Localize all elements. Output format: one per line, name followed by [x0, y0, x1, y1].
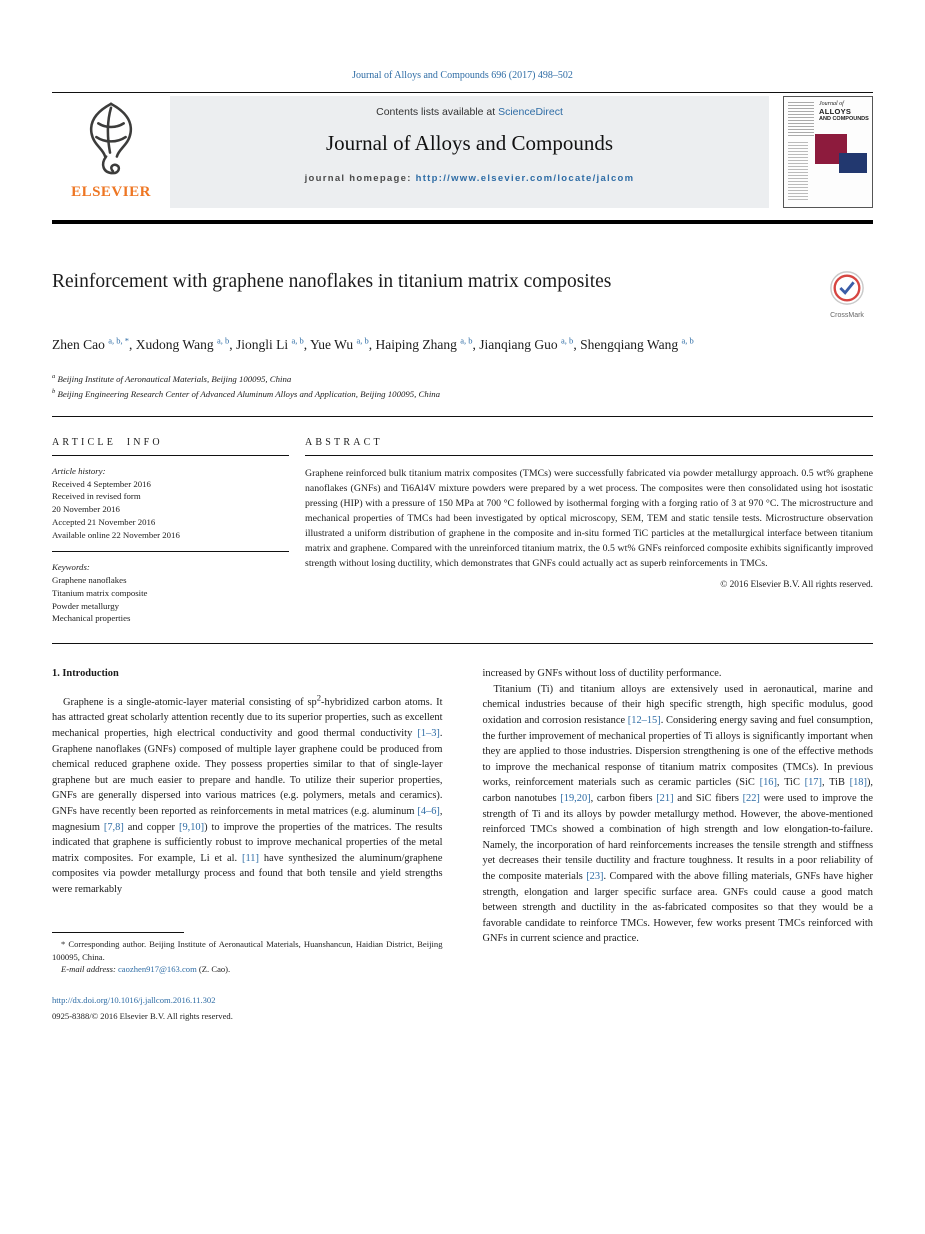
author-affiliation-sup[interactable]: a, b	[561, 335, 574, 346]
article-info-heading: ARTICLE INFO	[52, 437, 289, 456]
keyword: Powder metallurgy	[52, 600, 120, 611]
author-affiliation-sup[interactable]: a, b	[216, 335, 230, 346]
text-segment: , carbon fibers	[590, 792, 657, 804]
divider	[52, 643, 873, 644]
contents-prefix: Contents lists available at	[376, 106, 499, 118]
article-title: Reinforcement with graphene nanoflakes in titanium matrix composites	[52, 271, 612, 292]
article-history	[52, 465, 289, 542]
author	[310, 337, 369, 352]
intro-paragraph	[52, 692, 443, 898]
affiliation-sup: a	[52, 373, 56, 380]
email-line	[52, 963, 443, 976]
citation-link[interactable]: [4–6]	[417, 805, 440, 817]
text-segment: -hybridized carbon atoms. It has attracted great scholarly attention recently due to its superior properties, such as excellent mechanical properties, high electrical conductivity and good thermal conductivity	[52, 696, 443, 739]
text-segment: . Graphene nanoflakes (GNFs) composed of multiple layer graphene could be produced from chemical reduced graphene oxide. They possess properties similar to that of single-layer graphene but are much easier to prepare and handle. To utilize their superior properties, GNFs are generally dispersed into various matrices (e.g. polymers, metals and ceramics). GNFs have recently been reported as reinforcements in metal matrices (e.g. aluminum	[52, 727, 443, 817]
author	[136, 337, 229, 352]
affiliation	[52, 372, 873, 387]
text-segment: ), carbon nanotubes	[482, 777, 874, 804]
citation-link[interactable]: [19,20]	[560, 792, 591, 804]
cover-text-lines-decor	[788, 142, 808, 200]
author-name: Jianqiang Guo	[479, 337, 562, 352]
footnote-block	[52, 932, 443, 977]
author-name: Haiping Zhang	[375, 337, 461, 352]
text-segment: , TiC	[776, 777, 805, 789]
citation-link[interactable]: [11]	[241, 852, 259, 864]
issn-copyright-line: 0925-8388/© 2016 Elsevier B.V. All rights reserved.	[52, 1011, 233, 1022]
homepage-line	[178, 173, 761, 184]
author-affiliation-sup[interactable]: a, b, *	[108, 335, 130, 346]
author	[52, 337, 129, 352]
history-line: Received in revised form	[52, 491, 141, 502]
meta-section	[52, 417, 873, 625]
elsevier-wordmark: ELSEVIER	[71, 184, 151, 200]
author-name: Shengqiang Wang	[580, 337, 682, 352]
author	[479, 337, 573, 352]
continuation-paragraph: increased by GNFs without loss of ductility performance.	[482, 668, 722, 680]
author	[376, 337, 473, 352]
crossmark-icon	[829, 293, 865, 310]
divider	[52, 92, 873, 93]
cover-title-line: ALLOYS	[819, 107, 852, 116]
citation-link[interactable]: [18]	[849, 777, 867, 789]
doi-link[interactable]: http://dx.doi.org/10.1016/j.jallcom.2016.11.302	[52, 995, 216, 1006]
crossmark-badge[interactable]	[821, 270, 873, 319]
footnote-divider	[52, 932, 184, 933]
cover-title	[819, 101, 869, 122]
footer-block	[52, 994, 443, 1023]
citation-link[interactable]: [23]	[586, 871, 604, 882]
masthead	[52, 96, 873, 208]
body-columns	[52, 666, 873, 1023]
title-row	[52, 268, 873, 319]
citation-link[interactable]: [1–3]	[417, 727, 440, 739]
author-name: Xudong Wang	[135, 337, 217, 352]
homepage-label: journal homepage:	[304, 173, 416, 184]
email-suffix: (Z. Cao).	[196, 964, 231, 975]
affiliation-text: Beijing Engineering Research Center of Advanced Aluminum Alloys and Application, Beijing 100095, China	[57, 388, 441, 399]
author-affiliation-sup[interactable]: a, b	[681, 335, 694, 346]
author-name: Jiongli Li	[235, 337, 292, 352]
text-segment: . Considering energy saving and fuel consumption, the further improvement of mechanical properties of Ti alloys is significantly important when they are applied to those industries. Dispersion strengthening is one of the effective methods to improve the mechanical response of titanium matrix composites (TMCs). In previous works, reinforcement materials such as ceramic particles (SiC	[482, 714, 873, 789]
sciencedirect-link[interactable]: ScienceDirect	[498, 106, 563, 118]
text-segment: Graphene is a single-atomic-layer material consisting of sp	[63, 696, 317, 708]
elsevier-logo	[52, 96, 170, 208]
keywords-label: Keywords:	[52, 562, 90, 573]
corresponding-author-note: * Corresponding author. Beijing Institute of Aeronautical Materials, Huanshancun, Haidian District, Beijing 100095, China.	[52, 938, 443, 962]
author-affiliation-sup[interactable]: a, b	[460, 335, 473, 346]
text-segment: were used to improve the strength of Ti and its alloys by powder metallurgy method. However, the above-mentioned reinforced TMCs showed a combination of high strength and low elongation-to-failure. Namely, the incorporation of hard reinforcements increases the tensile strength and stiffness yet decreases their tensile ductility and fracture toughness. It results in a poor reliability of the composite materials	[482, 792, 873, 882]
citation-link[interactable]: [9,10]	[178, 821, 205, 833]
author	[580, 337, 694, 352]
body-right-column	[483, 666, 874, 1023]
affiliations	[52, 372, 873, 402]
citation-link[interactable]: [17]	[804, 777, 822, 789]
crossmark-label: CrossMark	[830, 312, 864, 319]
section-heading: 1. Introduction	[52, 668, 119, 680]
elsevier-tree-icon	[75, 98, 147, 183]
abstract-copyright: © 2016 Elsevier B.V. All rights reserved.	[720, 580, 873, 591]
abstract-heading: ABSTRACT	[305, 437, 873, 456]
history-line: Received 4 September 2016	[52, 478, 151, 489]
journal-banner	[170, 96, 769, 208]
body-left-column	[52, 666, 443, 1023]
citation-link[interactable]: [22]	[742, 792, 760, 804]
text-segment: Titanium (Ti) and titanium alloys are extensively used in aeronautical, marine and chemical industries because of their high specific strength, high specific modulus, good oxidation and corrosion resistance	[482, 683, 873, 726]
text-segment: have synthesized the aluminum/graphene composites via powder metallurgy process and found that both tensile and yield strengths were remarkably	[52, 852, 443, 895]
author-name: Zhen Cao	[52, 337, 109, 352]
citation-link[interactable]: [16]	[759, 777, 777, 789]
author-affiliation-sup[interactable]: a, b	[356, 335, 369, 346]
text-segment: and SiC fibers	[673, 792, 743, 804]
text-segment: , TiB	[821, 777, 850, 789]
contents-line	[178, 106, 761, 118]
history-line: Accepted 21 November 2016	[52, 516, 156, 527]
journal-cover-thumbnail	[783, 96, 873, 208]
author-name: Yue Wu	[310, 337, 357, 352]
history-line: 20 November 2016	[52, 504, 120, 515]
masthead-bottom-bar	[52, 220, 873, 224]
text-segment: . Compared with the above filling materials, GNFs have higher strength, elongation and larger specific surface area. GNFs could cause a good match between strength and ductility in the as-fabricated composites so that they would be a favorable candidate to reinforce TMCs. However, few works present TMCs reinforced with GNFs in current science and practice.	[482, 871, 873, 945]
cover-text-lines-decor	[788, 102, 814, 136]
author-affiliation-sup[interactable]: a, b	[291, 335, 304, 346]
cover-title-line: AND COMPOUNDS	[819, 116, 869, 122]
text-segment: 2	[316, 692, 322, 703]
titanium-paragraph	[483, 682, 874, 947]
history-line: Available online 22 November 2016	[52, 529, 180, 540]
text-segment: ) to improve the properties of the matrices. The results indicated that graphene is sufficiently robust to improve mechanical properties of the metal matrix composites. For example, Li et al.	[52, 821, 443, 864]
cover-navy-block	[839, 153, 867, 173]
divider	[52, 551, 289, 552]
citation-link[interactable]: [21]	[656, 792, 674, 804]
abstract-text: Graphene reinforced bulk titanium matrix composites (TMCs) were successfully fabricated via powder metallurgy approach. 0.5 wt% graphene nanoflakes (GNFs) and Ti6Al4V mixture powders were prepared by a wet process. The composites were then consolidated using hot isostatic pressing (HIP) with a pressure of 150 MPa at 700 °C followed by isothermal forging with a forging ratio of 3 at 970 °C. The microstructure and mechanical properties of TMCs had been investigated by optical microscopy, SEM, TEM and static tensile tests. Microstructure observation illustrated a uniform distribution of graphene in the composite and in-situ formed TiC particles at the metallurgical interface between titanium matrix and graphene. Compared with the unreinforced titanium matrix, the 0.5 wt% GNFs reinforced composite exhibits significantly improved strength without losing ductility, which demonstrates that GNFs could actually act as superb reinforcements in TMCs.	[305, 467, 873, 570]
citation-link[interactable]: [7,8]	[103, 821, 124, 833]
cover-title-line: Journal of	[819, 101, 844, 107]
keyword: Graphene nanoflakes	[52, 575, 127, 586]
citation-link[interactable]: [12–15]	[627, 714, 661, 726]
author-list: Zhen Cao $^{a, b, *}$, Xudong Wang $^{a, b}$, Jiongli Li $^{a, b}$, Yue Wu $^{a, b}$, Haiping Zhang $^{a, b}$, Jianqiang Guo $^{a, b}$, Shengqiang Wang $^{a, b}$	[52, 335, 694, 352]
text-segment: and copper	[123, 821, 179, 833]
history-label: Article history:	[52, 465, 106, 476]
affiliation	[52, 387, 873, 402]
journal-citation-header[interactable]: Journal of Alloys and Compounds 696 (2017) 498–502	[352, 70, 573, 81]
journal-title: Journal of Alloys and Compounds	[326, 131, 613, 155]
affiliation-text: Beijing Institute of Aeronautical Materials, Beijing 100095, China	[57, 373, 292, 384]
text-segment: , magnesium	[52, 805, 443, 833]
affiliation-sup: b	[52, 387, 56, 395]
abstract-column	[305, 417, 873, 625]
email-link[interactable]: caozhen917@163.com	[117, 964, 197, 975]
journal-homepage-link[interactable]: http://www.elsevier.com/locate/jalcom	[415, 173, 635, 184]
keyword: Titanium matrix composite	[52, 587, 148, 598]
keywords-block	[52, 561, 289, 625]
author	[236, 337, 304, 352]
email-label: E-mail address:	[61, 964, 116, 975]
article-info-column	[52, 417, 289, 625]
keyword: Mechanical properties	[52, 613, 131, 624]
